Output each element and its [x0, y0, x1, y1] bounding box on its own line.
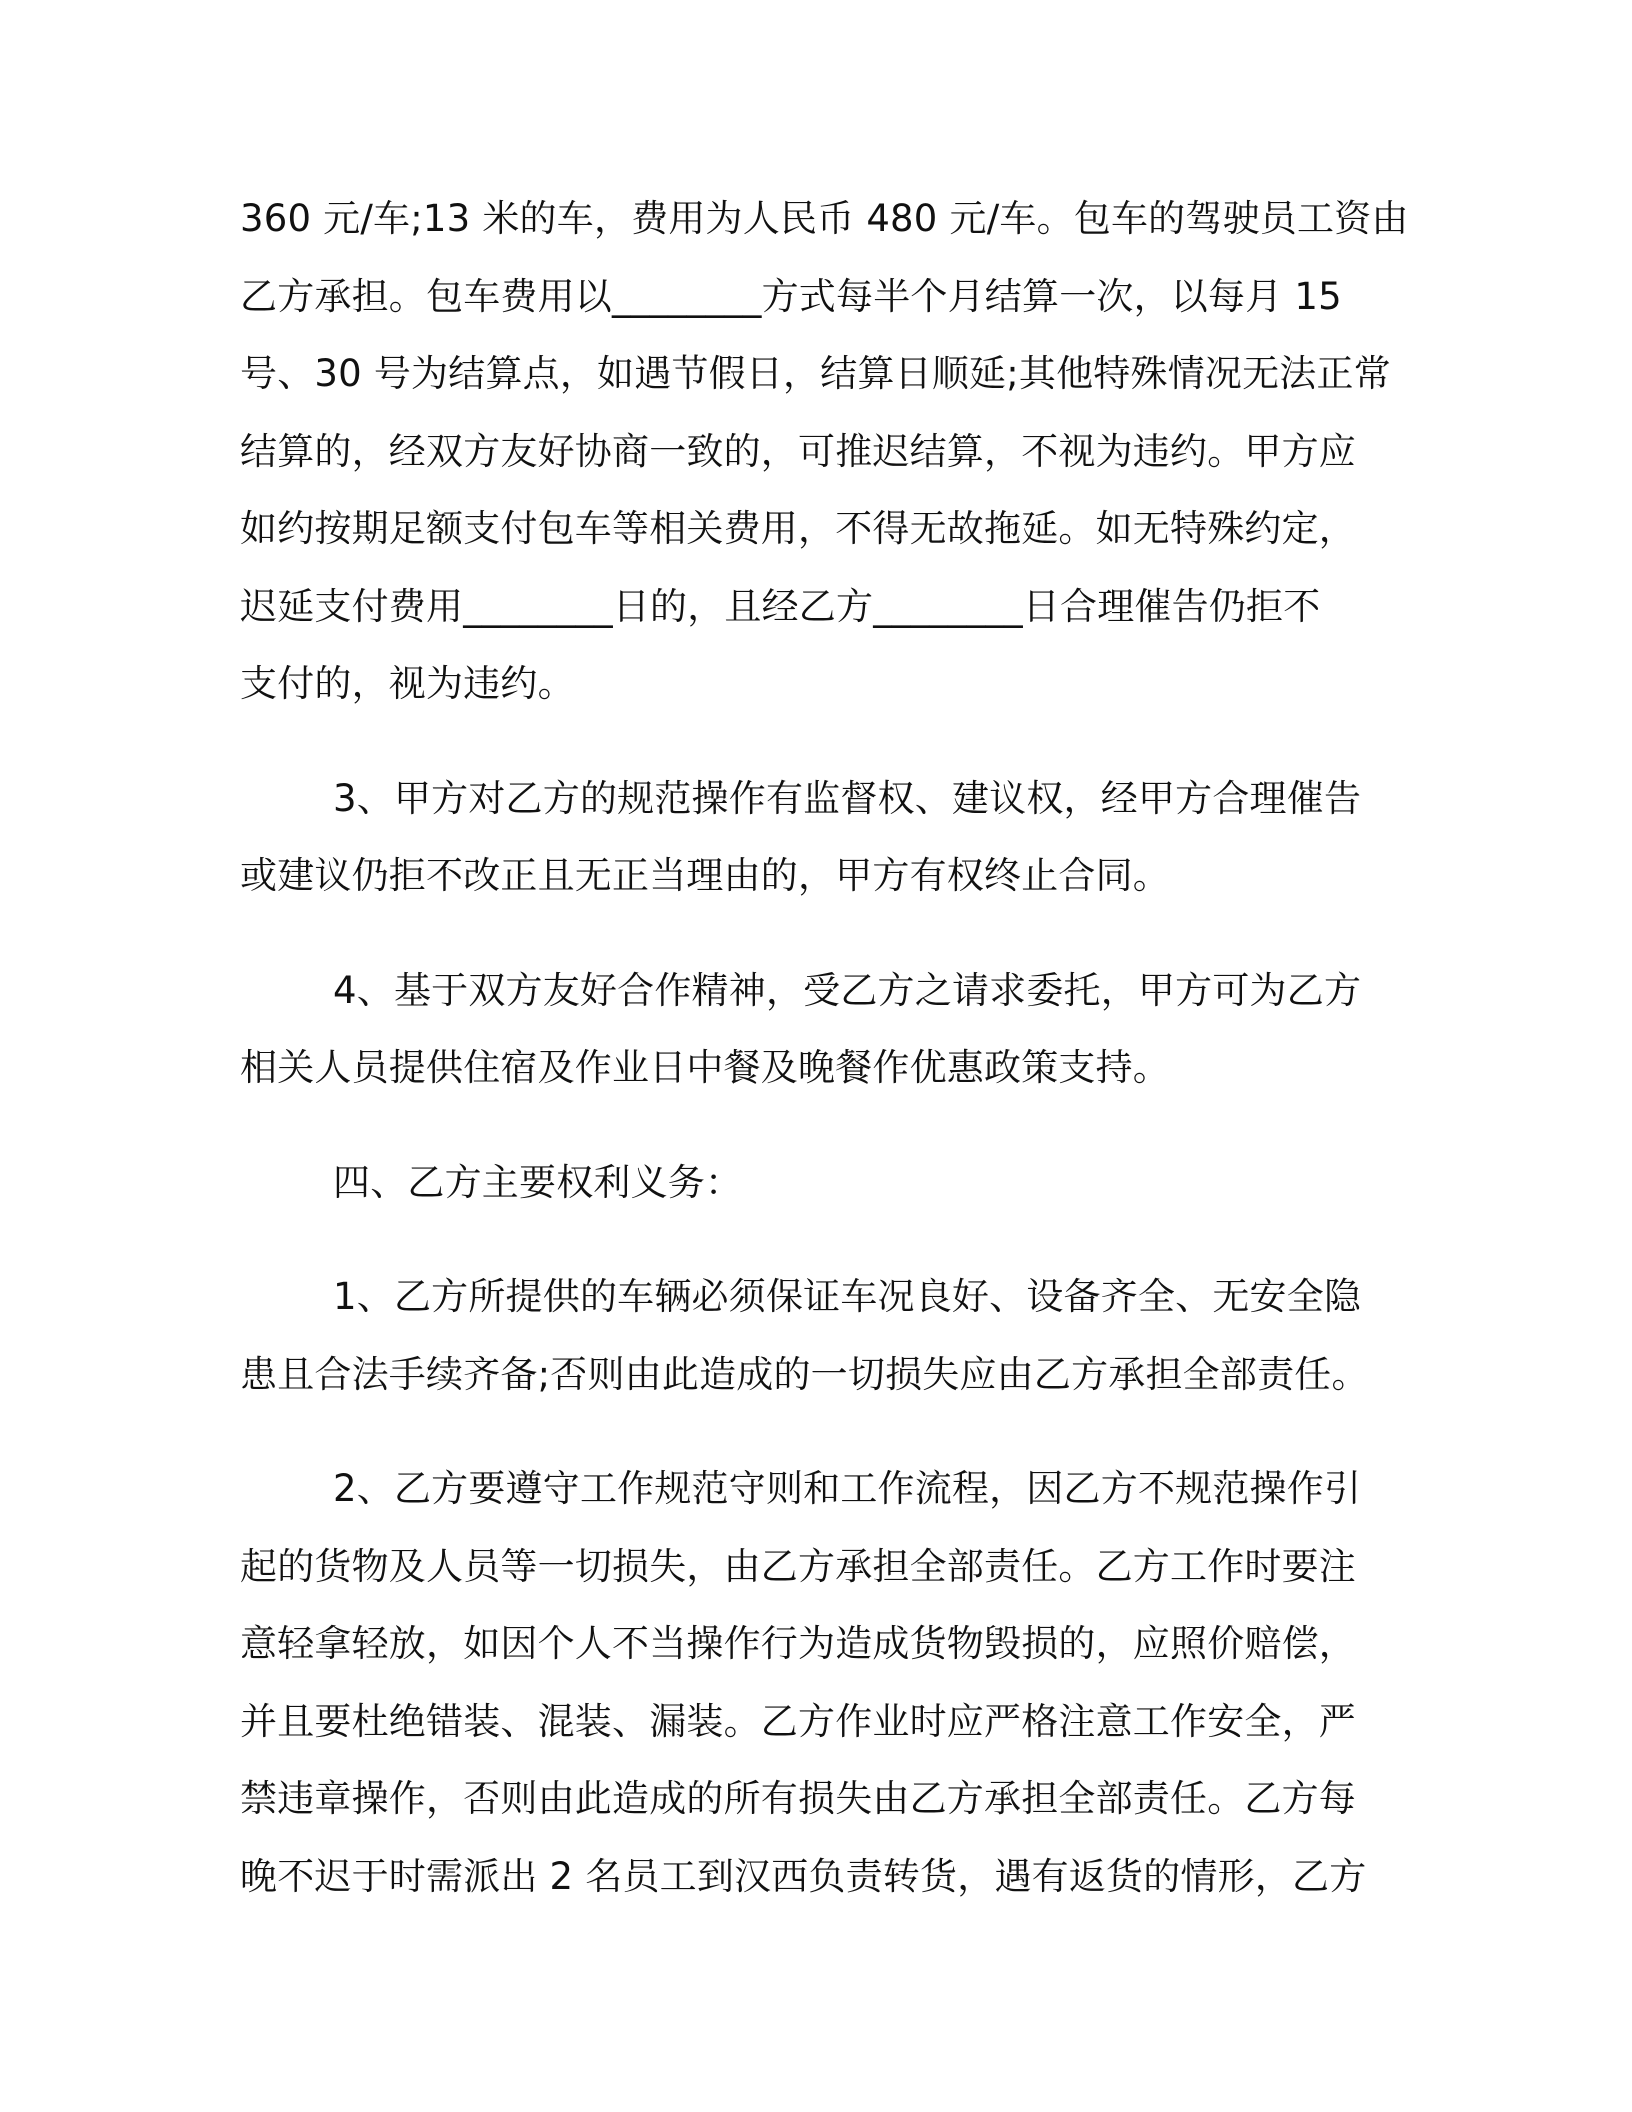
text-line-indented: 3、甲方对乙方的规范操作有监督权、建议权，经甲方合理催告 — [333, 776, 1362, 820]
paragraph-gap — [240, 1107, 1380, 1144]
paragraph-gap — [240, 1221, 1380, 1258]
text-line: 患且合法手续齐备;否则由此造成的一切损失应由乙方承担全部责任。 — [240, 1352, 1369, 1396]
paragraph-party-a-3 — [240, 760, 1380, 915]
text-line: 或建议仍拒不改正且无正当理由的，甲方有权终止合同。 — [240, 854, 1170, 897]
text-line: 结算的，经双方友好协商一致的，可推迟结算，不视为违约。甲方应 — [240, 429, 1356, 473]
section-heading-text: 四、乙方主要权利义务： — [333, 1160, 743, 1204]
text-line: 起的货物及人员等一切损失，由乙方承担全部责任。乙方工作时要注 — [240, 1544, 1356, 1588]
paragraph-party-a-4 — [240, 952, 1380, 1107]
text-line: 支付的，视为违约。 — [240, 662, 575, 705]
text-line: 360 元/车;13 米的车，费用为人民币 480 元/车。包车的驾驶员工资由 — [240, 197, 1409, 240]
paragraph-gap — [240, 1413, 1380, 1450]
text-line: 并且要杜绝错装、混装、漏装。乙方作业时应严格注意工作安全，严 — [240, 1699, 1356, 1743]
text-line: 意轻拿轻放，如因个人不当操作行为造成货物毁损的，应照价赔偿， — [240, 1622, 1356, 1665]
paragraph-gap — [240, 915, 1380, 952]
document-body — [240, 180, 1409, 1915]
text-line: 乙方承担。包车费用以________方式每半个月结算一次，以每月 15 — [240, 274, 1342, 318]
paragraph-gap — [240, 723, 1380, 760]
text-line: 相关人员提供住宿及作业日中餐及晚餐作优惠政策支持。 — [240, 1046, 1170, 1089]
text-line: 晚不迟于时需派出 2 名员工到汉西负责转货，遇有返货的情形，乙方 — [240, 1854, 1367, 1898]
text-line: 如约按期足额支付包车等相关费用，不得无故拖延。如无特殊约定， — [240, 507, 1356, 550]
text-line-indented: 1、乙方所提供的车辆必须保证车况良好、设备齐全、无安全隐 — [333, 1275, 1362, 1318]
text-line: 号、30 号为结算点，如遇节假日，结算日顺延;其他特殊情况无法正常 — [240, 352, 1391, 395]
text-line: 迟延支付费用________日的，且经乙方________日合理催告仍拒不 — [240, 584, 1321, 628]
paragraph-party-b-1 — [240, 1258, 1380, 1413]
text-line-indented: 4、基于双方友好合作精神，受乙方之请求委托，甲方可为乙方 — [333, 968, 1362, 1012]
section-heading-party-b-rights — [240, 1144, 1380, 1222]
text-line: 禁违章操作，否则由此造成的所有损失由乙方承担全部责任。乙方每 — [240, 1777, 1356, 1820]
paragraph-fee-settlement — [240, 180, 1409, 723]
text-line-indented: 2、乙方要遵守工作规范守则和工作流程，因乙方不规范操作引 — [333, 1467, 1362, 1510]
paragraph-party-b-2 — [240, 1450, 1380, 1915]
